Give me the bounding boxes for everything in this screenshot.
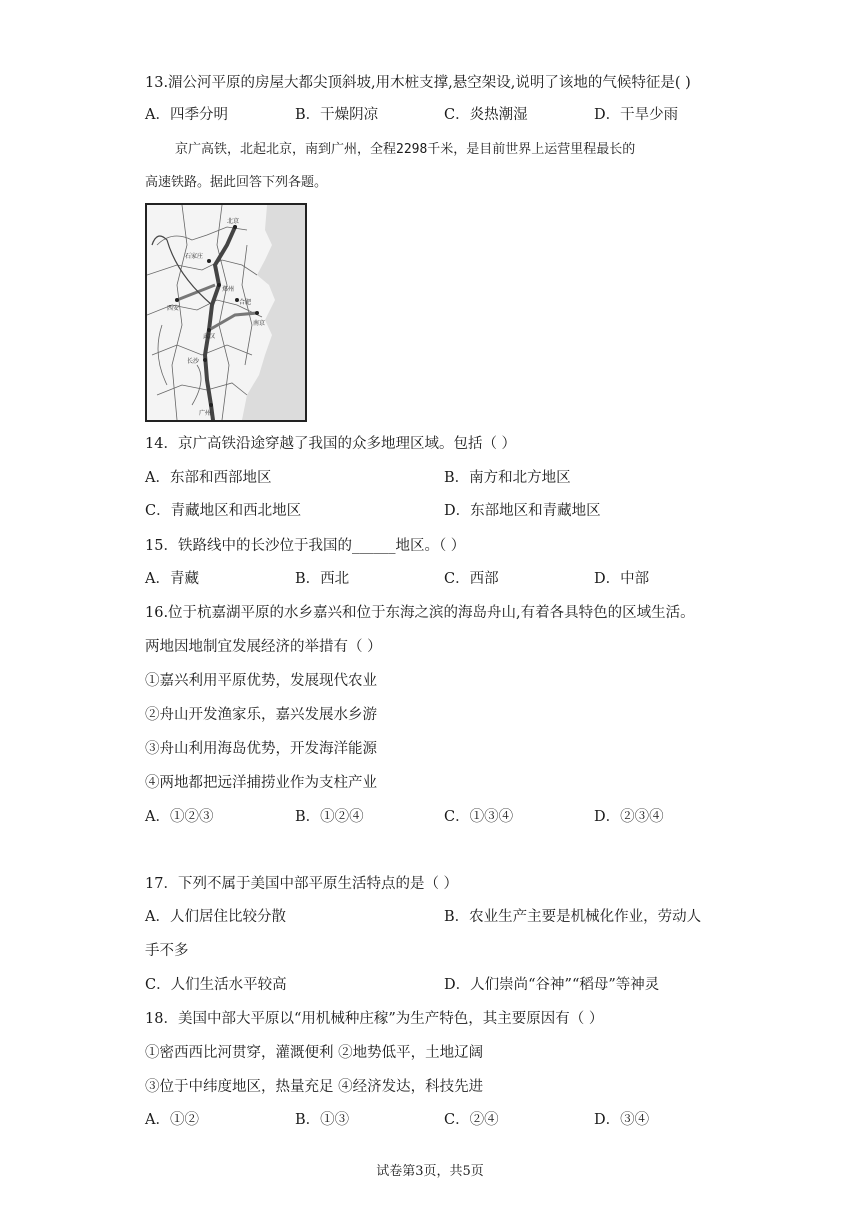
q14-option-a[interactable]: A．东部和西部地区 — [145, 470, 272, 486]
map-city-beijing: 北京 — [227, 218, 240, 225]
map-city-zhengzhou: 郑州 — [222, 286, 235, 293]
q16-option-b[interactable]: B．①②④ — [295, 809, 364, 825]
q15-option-d[interactable]: D．中部 — [594, 571, 650, 587]
passage-line-1: 京广高铁，北起北京，南到广州，全程2298千米，是目前世界上运营里程最长的 — [175, 142, 636, 157]
q15-stem: 15．铁路线中的长沙位于我国的______地区。（ ） — [145, 538, 466, 554]
q13-stem: 13.湄公河平原的房屋大都尖顶斜坡,用木桩支撑,悬空架设,说明了该地的气候特征是( ) — [145, 75, 691, 91]
map-city-shijiazhuang: 石家庄 — [185, 253, 204, 260]
q16-stem-line-1: 16.位于杭嘉湖平原的水乡嘉兴和位于东海之滨的海岛舟山,有着各具特色的区域生活。 — [145, 605, 695, 621]
q16-option-d[interactable]: D．②③④ — [594, 809, 664, 825]
map-city-changsha: 长沙 — [187, 358, 200, 365]
q17-stem: 17．下列不属于美国中部平原生活特点的是（ ） — [145, 876, 459, 892]
map-city-nanjing: 南京 — [253, 320, 266, 327]
railway-map — [145, 203, 307, 422]
q18-items-line-1: ①密西西比河贯穿，灌溉便利 ②地势低平，土地辽阔 — [145, 1045, 484, 1061]
q18-option-c[interactable]: C．②④ — [444, 1112, 499, 1128]
q17-option-b[interactable]: B．农业生产主要是机械化作业，劳动人 — [444, 909, 702, 925]
q16-stem-line-2: 两地因地制宜发展经济的举措有（ ） — [145, 639, 382, 655]
q13-option-c[interactable]: C．炎热潮湿 — [444, 107, 528, 123]
q13-option-b[interactable]: B．干燥阴凉 — [295, 107, 379, 123]
q14-stem: 14．京广高铁沿途穿越了我国的众多地理区域。包括（ ） — [145, 436, 517, 452]
passage-line-2: 高速铁路。据此回答下列各题。 — [145, 175, 328, 190]
q17-option-c[interactable]: C．人们生活水平较高 — [145, 977, 287, 993]
q18-option-a[interactable]: A．①② — [145, 1112, 199, 1128]
q14-option-b[interactable]: B．南方和北方地区 — [444, 470, 571, 486]
q18-option-d[interactable]: D．③④ — [594, 1112, 650, 1128]
q13-option-a[interactable]: A．四季分明 — [145, 107, 228, 123]
q16-item-3: ③舟山利用海岛优势，开发海洋能源 — [145, 741, 377, 757]
q18-stem: 18．美国中部大平原以“用机械种庄稼”为生产特色，其主要原因有（ ） — [145, 1011, 604, 1027]
q18-items-line-2: ③位于中纬度地区，热量充足 ④经济发达，科技先进 — [145, 1079, 484, 1095]
q17-option-b-continued: 手不多 — [145, 943, 189, 959]
map-city-wuhan: 武汉 — [203, 333, 216, 340]
map-city-hefei: 合肥 — [239, 299, 252, 306]
q15-option-b[interactable]: B．西北 — [295, 571, 350, 587]
q14-option-c[interactable]: C．青藏地区和西北地区 — [145, 503, 302, 519]
q17-option-d[interactable]: D．人们崇尚“谷神”“稻母”等神灵 — [444, 977, 660, 993]
map-city-xian: 西安 — [167, 305, 180, 312]
q16-option-a[interactable]: A．①②③ — [145, 809, 214, 825]
q15-option-c[interactable]: C．西部 — [444, 571, 499, 587]
q14-option-d[interactable]: D．东部地区和青藏地区 — [444, 503, 601, 519]
map-city-guangzhou: 广州 — [199, 410, 212, 417]
q16-item-2: ②舟山开发渔家乐，嘉兴发展水乡游 — [145, 707, 377, 723]
page-footer: 试卷第3页，共5页 — [376, 1164, 484, 1179]
q16-item-4: ④两地都把远洋捕捞业作为支柱产业 — [145, 775, 377, 791]
q16-item-1: ①嘉兴利用平原优势，发展现代农业 — [145, 673, 377, 689]
q16-option-c[interactable]: C．①③④ — [444, 809, 514, 825]
q18-option-b[interactable]: B．①③ — [295, 1112, 350, 1128]
q13-option-d[interactable]: D．干旱少雨 — [594, 107, 679, 123]
q17-option-a[interactable]: A．人们居住比较分散 — [145, 909, 286, 925]
q15-option-a[interactable]: A．青藏 — [145, 571, 199, 587]
